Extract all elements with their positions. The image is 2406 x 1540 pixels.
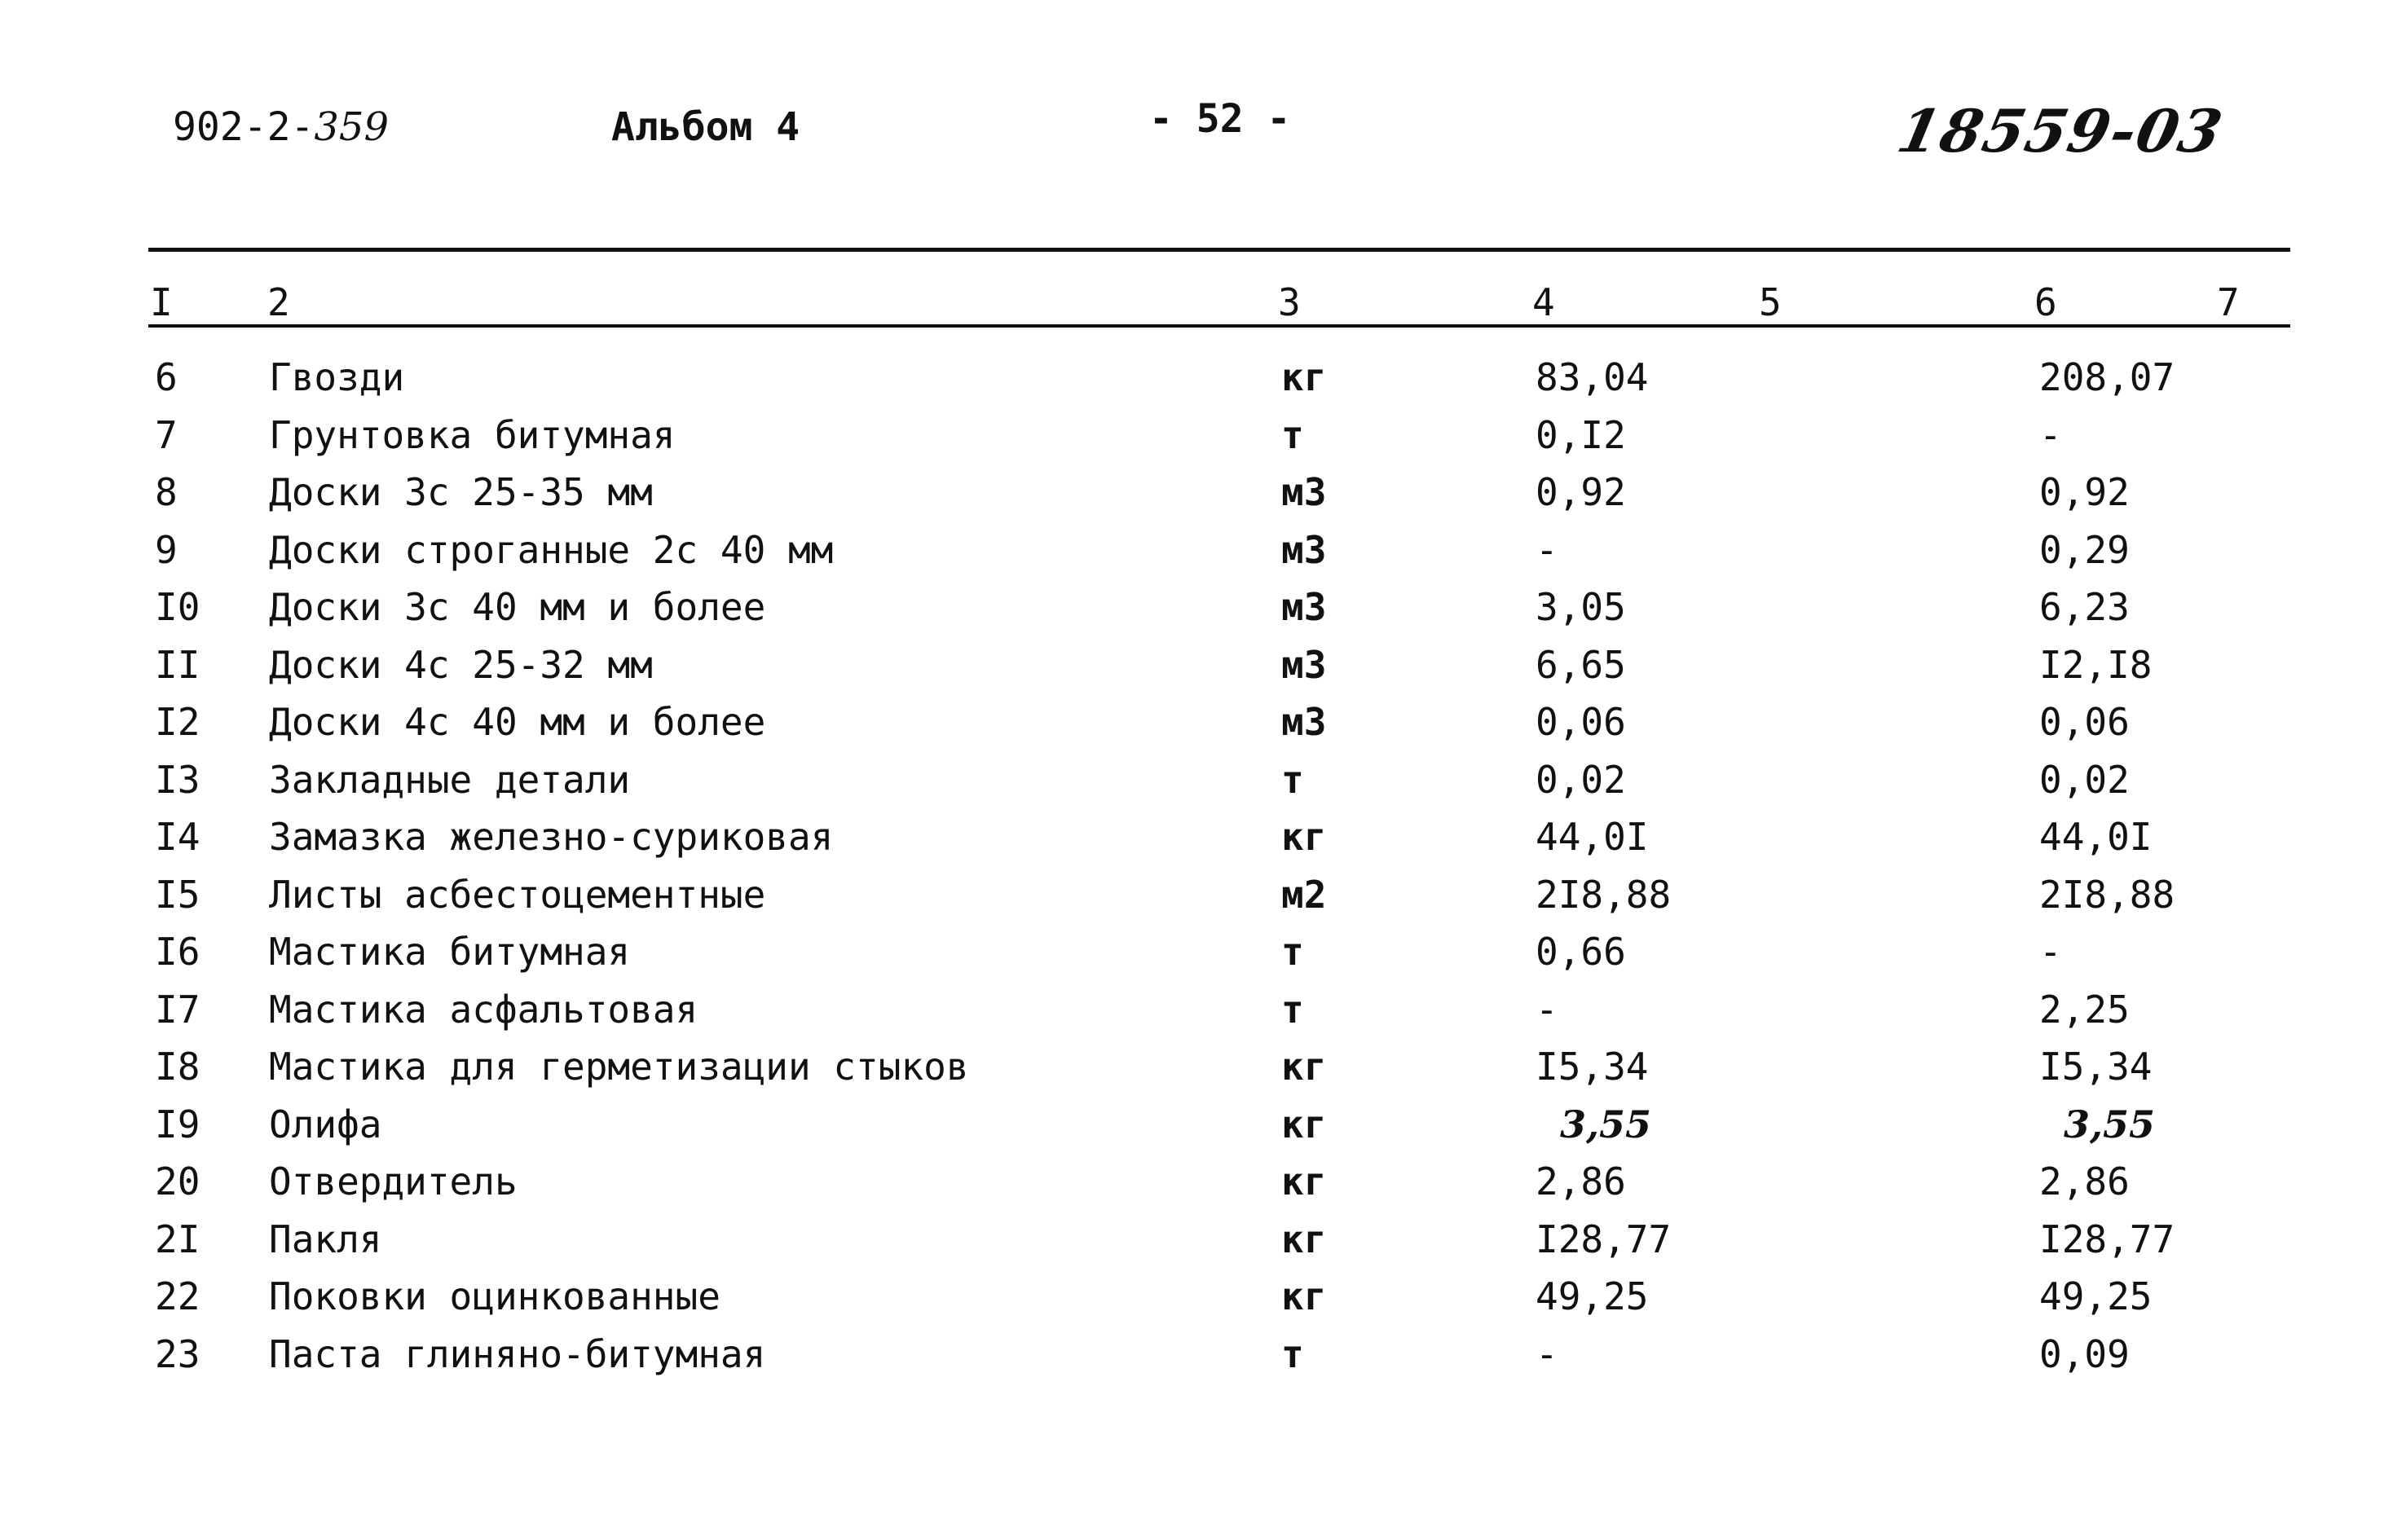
unit: кг	[1281, 1159, 1327, 1203]
material-name: Гвозди	[269, 355, 405, 399]
unit: т	[1281, 1331, 1304, 1376]
table-row	[0, 585, 2406, 643]
value-col-6: 0,09	[2039, 1331, 2130, 1376]
value-col-6: 44,0I	[2039, 815, 2153, 859]
material-name: Доски строганные 2с 40 мм	[269, 527, 834, 572]
unit: кг	[1281, 1102, 1327, 1146]
row-number: I5	[155, 872, 200, 917]
value-col-4: 3,05	[1536, 585, 1626, 629]
table-row	[0, 873, 2406, 931]
value-col-6: 0,06	[2039, 700, 2130, 744]
value-col-6: -	[2039, 930, 2062, 974]
material-name: Доски 3с 40 мм и более	[269, 585, 766, 629]
unit: кг	[1281, 355, 1327, 399]
table-row	[0, 413, 2406, 471]
table-row	[0, 700, 2406, 758]
material-name: Листы асбестоцементные	[269, 872, 766, 917]
column-header-6: 6	[2034, 280, 2057, 324]
value-col-4-handwritten: 3,55	[1560, 1102, 1652, 1146]
material-name: Доски 4с 40 мм и более	[269, 700, 766, 744]
unit: м3	[1281, 585, 1327, 629]
unit: м3	[1281, 527, 1327, 572]
value-col-6-handwritten: 3,55	[2064, 1102, 2156, 1146]
row-number: 2I	[155, 1217, 200, 1261]
value-col-4: 0,66	[1536, 930, 1626, 974]
page-number: - 52 -	[1149, 96, 1291, 142]
value-col-4: -	[1536, 1331, 1558, 1376]
material-name: Грунтовка битумная	[269, 412, 676, 457]
table-row	[0, 1217, 2406, 1275]
column-header-4: 4	[1532, 280, 1555, 324]
value-col-4: I28,77	[1536, 1217, 1672, 1261]
unit: м3	[1281, 700, 1327, 744]
material-name: Закладные детали	[269, 757, 631, 802]
album-label: Альбом 4	[611, 104, 800, 150]
materials-table-body	[0, 355, 2406, 1389]
value-col-4: -	[1536, 987, 1558, 1032]
value-col-4: 0,92	[1536, 470, 1626, 514]
value-col-6: 0,02	[2039, 757, 2130, 802]
column-header-7: 7	[2217, 280, 2240, 324]
value-col-4: 2,86	[1536, 1159, 1626, 1203]
table-row	[0, 758, 2406, 816]
column-header-2: 2	[267, 280, 290, 324]
unit: м3	[1281, 470, 1327, 514]
value-col-4: 0,I2	[1536, 412, 1626, 457]
table-row	[0, 1045, 2406, 1102]
unit: т	[1281, 930, 1304, 974]
unit: кг	[1281, 1045, 1327, 1089]
row-number: 20	[155, 1159, 200, 1203]
value-col-4: 0,06	[1536, 700, 1626, 744]
value-col-6: I2,I8	[2039, 642, 2153, 687]
table-row	[0, 930, 2406, 988]
value-col-4: -	[1536, 527, 1558, 572]
row-number: II	[155, 642, 200, 687]
table-row	[0, 1332, 2406, 1390]
material-name: Замазка железно-суриковая	[269, 815, 834, 859]
unit: т	[1281, 987, 1304, 1032]
value-col-6: I5,34	[2039, 1045, 2153, 1089]
column-header-3: 3	[1278, 280, 1301, 324]
material-name: Доски 3с 25-35 мм	[269, 470, 653, 514]
column-header-1: I	[150, 280, 173, 324]
unit: т	[1281, 757, 1304, 802]
value-col-4: 2I8,88	[1536, 872, 1672, 917]
value-col-6: -	[2039, 412, 2062, 457]
row-number: 7	[155, 412, 178, 457]
material-name: Пакля	[269, 1217, 382, 1261]
value-col-6: 6,23	[2039, 585, 2130, 629]
value-col-6: 2,86	[2039, 1159, 2130, 1203]
unit: м3	[1281, 642, 1327, 687]
unit: кг	[1281, 1217, 1327, 1261]
table-row	[0, 815, 2406, 873]
unit: м2	[1281, 872, 1327, 917]
row-number: 8	[155, 470, 178, 514]
unit: кг	[1281, 815, 1327, 859]
value-col-6: 2,25	[2039, 987, 2130, 1032]
value-col-4: 0,02	[1536, 757, 1626, 802]
value-col-6: 0,92	[2039, 470, 2130, 514]
material-name: Отвердитель	[269, 1159, 518, 1203]
row-number: 22	[155, 1274, 200, 1318]
table-row	[0, 470, 2406, 528]
row-number: I2	[155, 700, 200, 744]
material-name: Мастика асфальтовая	[269, 987, 698, 1032]
document-code-prefix: 902-2-	[173, 104, 315, 150]
value-col-6: I28,77	[2039, 1217, 2175, 1261]
material-name: Мастика для герметизации стыков	[269, 1045, 969, 1089]
row-number: 23	[155, 1331, 200, 1376]
value-col-4: 44,0I	[1536, 815, 1649, 859]
table-row	[0, 988, 2406, 1045]
row-number: 6	[155, 355, 178, 399]
table-row	[0, 355, 2406, 413]
row-number: 9	[155, 527, 178, 572]
material-name: Паста глиняно-битумная	[269, 1331, 766, 1376]
value-col-6: 49,25	[2039, 1274, 2153, 1318]
value-col-4: 6,65	[1536, 642, 1626, 687]
row-number: I9	[155, 1102, 200, 1146]
row-number: I4	[155, 815, 200, 859]
material-name: Доски 4с 25-32 мм	[269, 642, 653, 687]
table-row	[0, 528, 2406, 586]
row-number: I3	[155, 757, 200, 802]
material-name: Поковки оцинкованные	[269, 1274, 720, 1318]
value-col-6: 0,29	[2039, 527, 2130, 572]
unit: т	[1281, 412, 1304, 457]
value-col-4: I5,34	[1536, 1045, 1649, 1089]
column-header-5: 5	[1759, 280, 1782, 324]
table-top-rule	[148, 248, 2290, 252]
document-code-handwritten: 359	[314, 104, 390, 150]
value-col-4: 83,04	[1536, 355, 1649, 399]
value-col-6: 2I8,88	[2039, 872, 2175, 917]
row-number: I0	[155, 585, 200, 629]
table-header-rule	[148, 324, 2290, 328]
row-number: I6	[155, 930, 200, 974]
handwritten-stamp-number: 18559-03	[1891, 96, 2230, 165]
table-row	[0, 643, 2406, 701]
document-code	[173, 104, 389, 150]
value-col-4: 49,25	[1536, 1274, 1649, 1318]
table-row	[0, 1159, 2406, 1217]
material-name: Олифа	[269, 1102, 382, 1146]
unit: кг	[1281, 1274, 1327, 1318]
table-row	[0, 1274, 2406, 1332]
table-row	[0, 1102, 2406, 1160]
row-number: I8	[155, 1045, 200, 1089]
row-number: I7	[155, 987, 200, 1032]
value-col-6: 208,07	[2039, 355, 2175, 399]
material-name: Мастика битумная	[269, 930, 631, 974]
